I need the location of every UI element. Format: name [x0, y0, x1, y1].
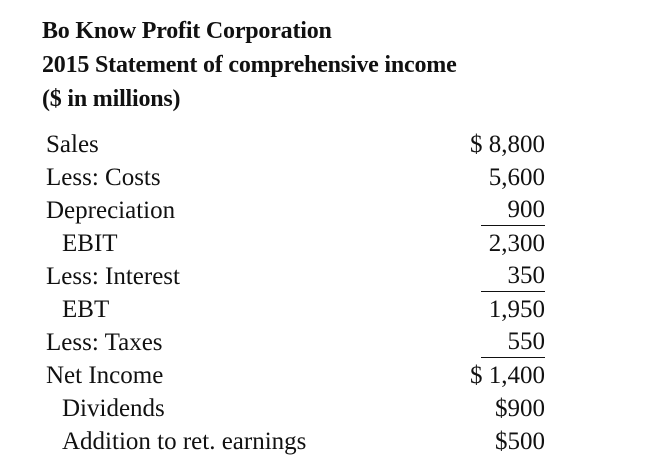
row-net-income	[0, 359, 650, 392]
row-label: Net Income	[46, 362, 164, 389]
row-amount: 5,600	[488, 164, 545, 191]
statement-header	[42, 14, 457, 116]
row-label: Less: Costs	[46, 164, 161, 191]
units-note: ($ in millions)	[42, 86, 181, 112]
row-label: Dividends	[62, 395, 165, 422]
row-label: EBT	[62, 296, 110, 323]
statement-title: 2015 Statement of comprehensive income	[42, 52, 457, 78]
row-amount: 2,300	[488, 230, 545, 257]
row-amount: 900	[481, 194, 545, 226]
row-label: Sales	[46, 131, 99, 158]
statement-table	[0, 128, 650, 458]
row-sales	[0, 128, 650, 161]
row-amount: 550	[481, 326, 545, 358]
row-retained-earnings	[0, 425, 650, 458]
row-amount: $ 8,800	[470, 131, 545, 158]
row-label: EBIT	[62, 230, 118, 257]
row-taxes	[0, 326, 650, 359]
row-interest	[0, 260, 650, 293]
company-name: Bo Know Profit Corporation	[42, 18, 332, 44]
row-amount: 350	[481, 260, 545, 292]
row-label: Less: Interest	[46, 263, 180, 290]
row-label: Depreciation	[46, 197, 176, 224]
row-amount: $900	[495, 395, 545, 422]
row-ebit	[0, 227, 650, 260]
row-costs	[0, 161, 650, 194]
row-ebt	[0, 293, 650, 326]
row-amount: $500	[495, 428, 545, 455]
row-label: Less: Taxes	[46, 329, 163, 356]
row-dividends	[0, 392, 650, 425]
row-depreciation	[0, 194, 650, 227]
row-label: Addition to ret. earnings	[62, 428, 307, 455]
row-amount: 1,950	[488, 296, 545, 323]
row-amount: $ 1,400	[470, 362, 545, 389]
